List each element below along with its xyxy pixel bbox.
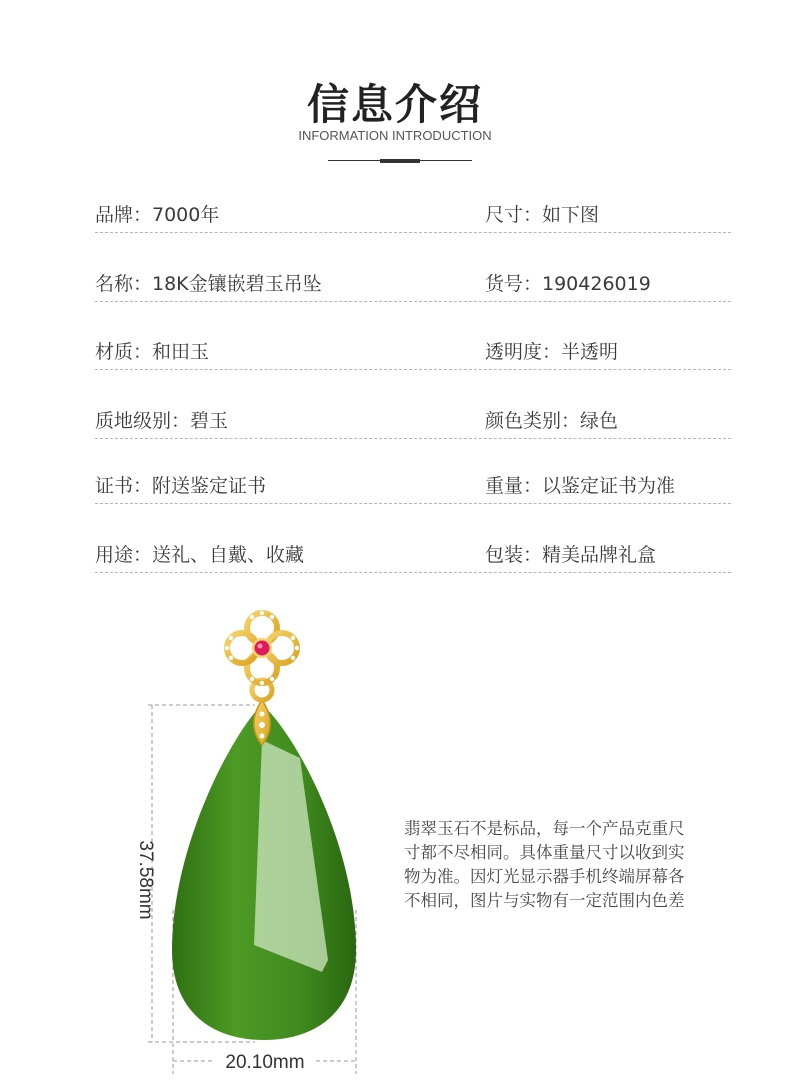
note-line: 翡翠玉石不是标品，每一个产品克重尺	[404, 819, 685, 838]
ruby-stone	[255, 641, 270, 656]
spec-name: 名称：18K金镶嵌碧玉吊坠	[95, 273, 322, 295]
width-label: 20.10mm	[225, 1052, 305, 1073]
spec-grade: 质地级别：碧玉	[95, 410, 229, 432]
spec-size: 尺寸：如下图	[485, 204, 600, 226]
spec-row	[95, 532, 731, 573]
spec-row	[95, 261, 731, 302]
note-line: 物为准。因灯光显示器手机终端屏幕各	[404, 867, 685, 886]
color-disclaimer-note	[404, 817, 724, 913]
spec-certificate: 证书：附送鉴定证书	[95, 475, 267, 497]
spec-weight: 重量：以鉴定证书为准	[485, 475, 676, 497]
spec-material: 材质：和田玉	[95, 341, 210, 363]
spec-item-number: 货号：190426019	[485, 273, 651, 295]
spec-row	[95, 192, 731, 233]
spec-row	[95, 463, 731, 504]
note-line: 不相同，图片与实物有一定范围内色差	[404, 891, 685, 910]
spec-usage: 用途：送礼、自戴、收藏	[95, 544, 305, 566]
height-label: 37.58mm	[135, 840, 156, 920]
spec-row	[95, 329, 731, 370]
clover-charm	[225, 611, 299, 685]
page-subtitle: INFORMATION INTRODUCTION	[298, 128, 492, 143]
title-divider-accent	[380, 159, 420, 163]
spec-brand: 品牌：7000年	[95, 204, 220, 226]
spec-row	[95, 398, 731, 439]
spec-color: 颜色类别：绿色	[485, 410, 619, 432]
page-title: 信息介绍	[306, 80, 483, 129]
spec-packaging: 包装：精美品牌礼盒	[485, 544, 657, 566]
spec-transparency: 透明度：半透明	[485, 341, 619, 363]
note-line: 寸都不尽相同。具体重量尺寸以收到实	[404, 843, 685, 862]
